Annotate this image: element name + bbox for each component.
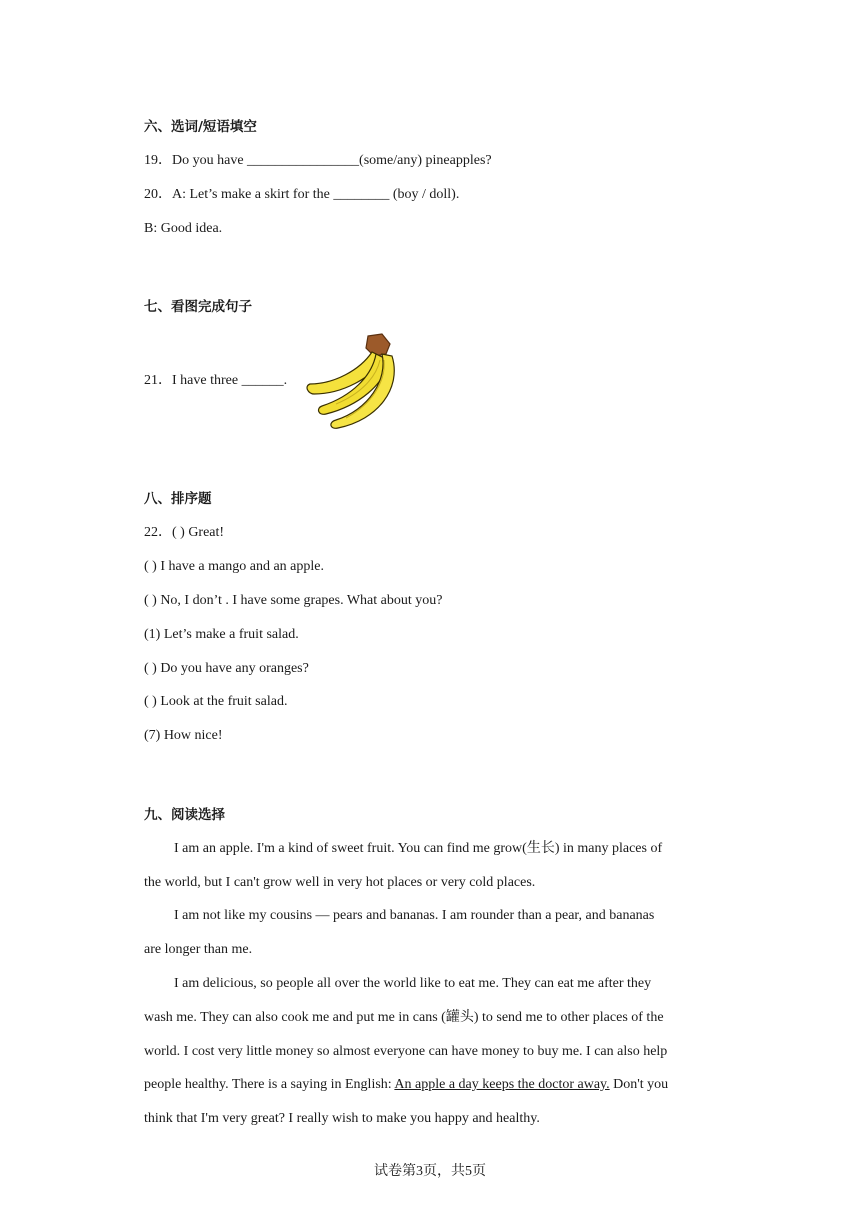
passage-line: I am an apple. I'm a kind of sweet fruit. You can find me grow(生长) in many places of — [174, 841, 663, 856]
ordering-line: (7) How nice! — [144, 728, 223, 743]
passage-line: wash me. They can also cook me and put me in cans (罐头) to send me to other places of the — [144, 1010, 664, 1025]
section-6-heading: 六、选词/短语填空 — [144, 119, 257, 135]
passage-line: think that I'm very great? I really wish to make you happy and healthy. — [144, 1111, 540, 1126]
question-21: 21．I have three ______. — [144, 373, 288, 388]
question-20: 20．A: Let’s make a skirt for the ________ (boy / doll). — [144, 187, 460, 202]
passage-line: I am not like my cousins — pears and bananas. I am rounder than a pear, and bananas — [174, 908, 655, 923]
section-9-heading: 九、阅读选择 — [144, 807, 225, 823]
ordering-line: ( ) Look at the fruit salad. — [144, 694, 288, 709]
ordering-line: (1) Let’s make a fruit salad. — [144, 627, 299, 642]
bananas-picture — [302, 330, 402, 430]
page-footer: 试卷第3页，共5页 — [374, 1164, 486, 1179]
ordering-line: ( ) No, I don’t . I have some grapes. What about you? — [144, 593, 443, 608]
passage-line — [144, 1076, 668, 1094]
ordering-line: 22．( ) Great! — [144, 525, 225, 540]
passage-line: I am delicious, so people all over the world like to eat me. They can eat me after they — [174, 976, 652, 991]
section-7-heading: 七、看图完成句子 — [144, 299, 252, 315]
underlined-saying: An apple a day keeps the doctor away. — [394, 1077, 610, 1092]
passage-line: are longer than me. — [144, 942, 253, 957]
section-8-heading: 八、排序题 — [144, 491, 212, 507]
passage-text: people healthy. There is a saying in English: — [144, 1077, 395, 1092]
passage-text: Don't you — [609, 1077, 669, 1092]
ordering-line: ( ) Do you have any oranges? — [144, 661, 309, 676]
passage-line: world. I cost very little money so almost everyone can have money to buy me. I can also help — [144, 1044, 668, 1059]
question-20-reply: B: Good idea. — [144, 221, 223, 236]
passage-line: the world, but I can't grow well in very hot places or very cold places. — [144, 875, 536, 890]
ordering-line: ( ) I have a mango and an apple. — [144, 559, 324, 574]
question-19: 19．Do you have ________________(some/any) pineapples? — [144, 153, 492, 168]
